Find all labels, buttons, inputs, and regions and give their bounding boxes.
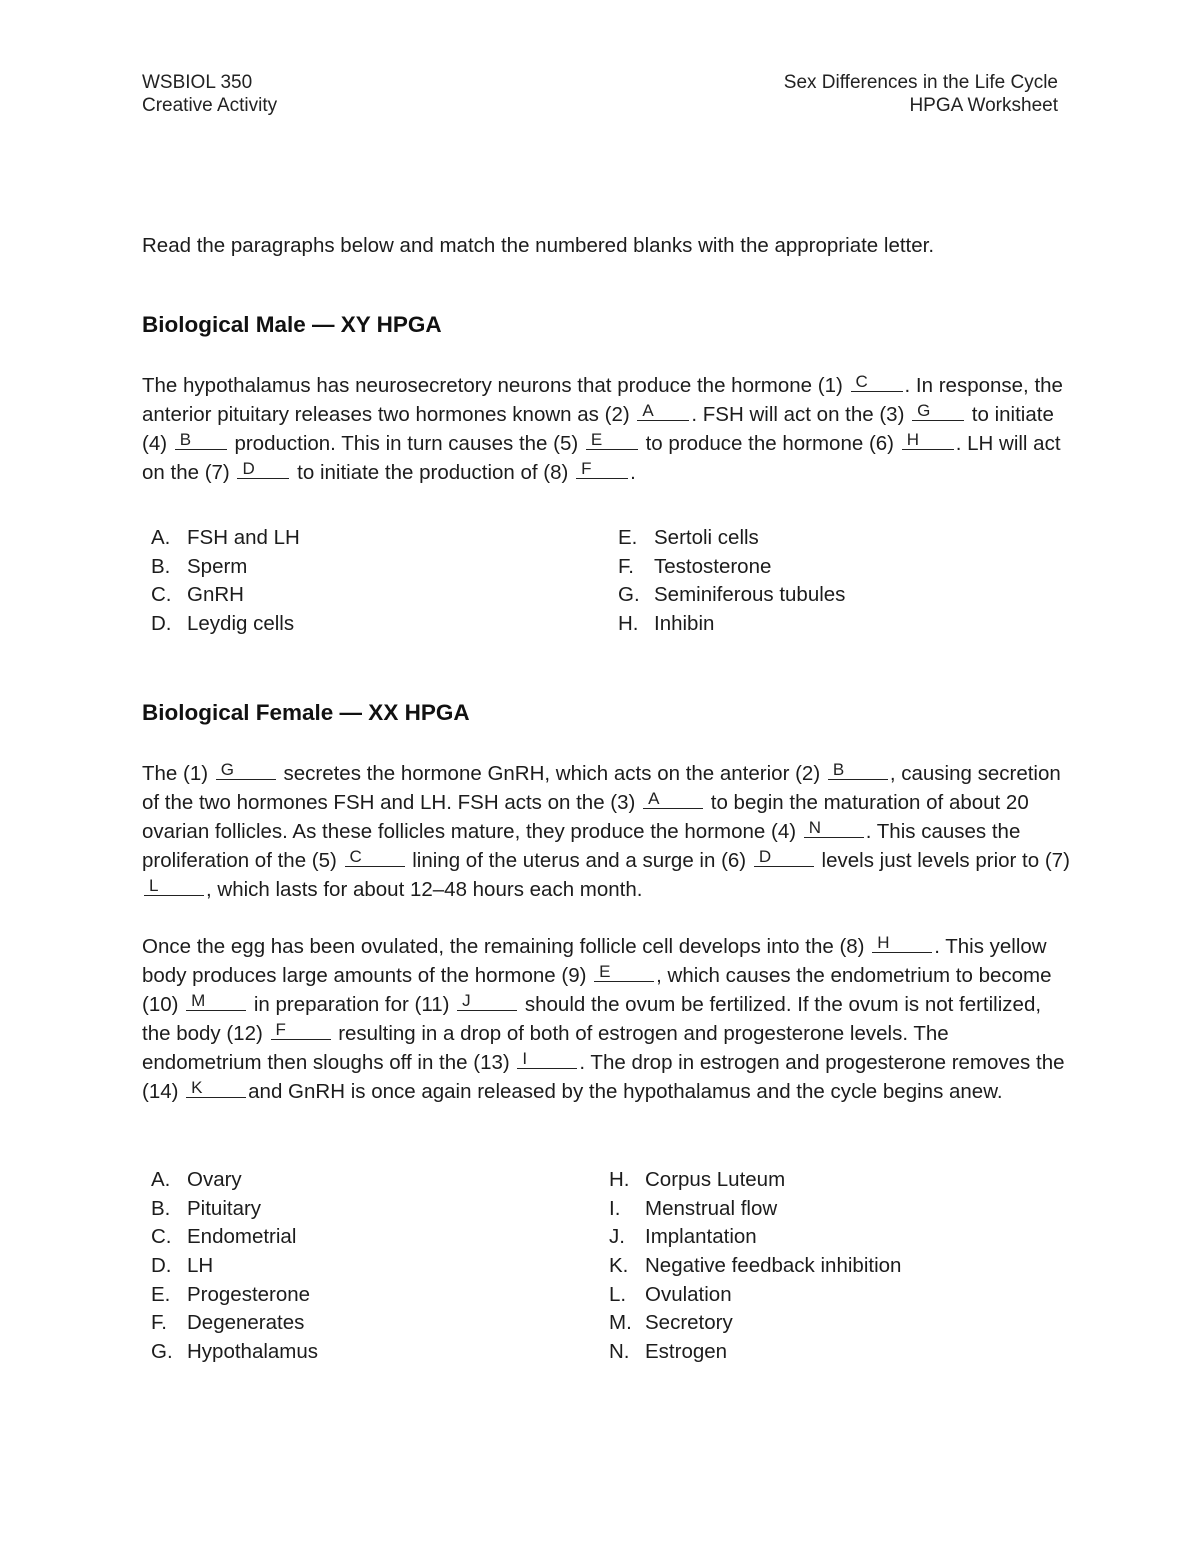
male-blank-3[interactable] <box>912 402 964 421</box>
answer: A <box>642 401 654 420</box>
male-blank-2[interactable] <box>637 402 689 421</box>
male-blank-8[interactable] <box>576 460 628 479</box>
instructions: Read the paragraphs below and match the numbered blanks with the appropriate letter. <box>142 234 935 257</box>
answer: H <box>877 933 890 952</box>
answer: B <box>179 430 192 449</box>
answer: B <box>832 760 845 779</box>
header-left <box>142 71 277 117</box>
male-blank-4[interactable] <box>175 431 227 450</box>
answer: G <box>917 401 931 420</box>
female-options-right <box>600 1166 901 1367</box>
option-item: A. FSH and LH <box>151 526 300 549</box>
answer: F <box>581 459 592 478</box>
male-blank-6[interactable] <box>902 431 954 450</box>
option-item: H. Inhibin <box>618 612 715 636</box>
male-paragraph: The hypothalamus has neurosecretory neurons that produce the hormone (1) C . In response, the anterior pituitary releases two hormones known as (2) A . FSH will act on the (3) G to initiate (4) B production. This in turn causes the (5) E to produce the hormone (6) H . LH will act on the (7) D to initiate the production of (8) F . <box>142 372 1063 484</box>
female-paragraph-1: The (1) G secretes the hormone GnRH, which acts on the anterior (2) B , causing secretion of the two hormones FSH and LH. FSH acts on the (3) A to begin the maturation of about 20 ovarian follicles. As these follicles mature, they produce the hormone (4) N . This causes the proliferation of the (5) C lining of the uterus and a surge in (6) D levels just levels prior to (7) L , which lasts for about 12–48 hours each month. <box>142 760 1070 901</box>
option-item: F. Testosterone <box>618 554 772 578</box>
male-options-left <box>142 524 300 639</box>
course-title: Sex Differences in the Life Cycle <box>783 72 1058 93</box>
female-blank-9[interactable] <box>594 963 654 982</box>
female-blank-8[interactable] <box>872 934 932 953</box>
female-blank-6[interactable] <box>754 848 814 867</box>
answer: C <box>349 847 362 866</box>
option-item: E. Sertoli cells <box>618 526 759 549</box>
answer: F <box>275 1020 286 1039</box>
female-blank-3[interactable] <box>643 790 703 809</box>
answer: C <box>855 372 868 391</box>
answer: I <box>522 1049 528 1068</box>
answer: L <box>149 876 159 895</box>
male-blank-1[interactable] <box>851 373 903 392</box>
female-blank-13[interactable] <box>517 1050 577 1069</box>
female-options-left <box>142 1166 318 1367</box>
female-blank-7[interactable] <box>144 877 204 896</box>
female-blank-12[interactable] <box>271 1021 331 1040</box>
answer: N <box>808 818 822 837</box>
answer: M <box>191 991 206 1010</box>
course-code: WSBIOL 350 <box>142 72 253 93</box>
male-options-right <box>609 524 845 639</box>
female-section-title: Biological Female — XX HPGA <box>142 700 470 725</box>
female-blank-4[interactable] <box>804 819 864 838</box>
option-item: H. Corpus Luteum <box>609 1168 786 1191</box>
option-item: N. Estrogen <box>609 1340 728 1364</box>
female-blank-1[interactable] <box>216 761 276 780</box>
answer: A <box>648 789 660 808</box>
answer: J <box>462 991 471 1010</box>
option-item: F. Degenerates <box>151 1311 305 1335</box>
female-blank-11[interactable] <box>457 992 517 1011</box>
option-item: L. Ovulation <box>609 1282 732 1306</box>
option-item: C. Endometrial <box>151 1225 297 1249</box>
option-item: G. Hypothalamus <box>151 1340 319 1364</box>
option-item: M. Secretory <box>609 1311 733 1335</box>
option-item: D. LH <box>151 1254 214 1278</box>
male-blank-7[interactable] <box>237 460 289 479</box>
activity-type: Creative Activity <box>142 95 278 116</box>
answer: E <box>599 962 611 981</box>
option-item: K. Negative feedback inhibition <box>609 1254 902 1278</box>
option-item: D. Leydig cells <box>151 612 295 636</box>
option-item: I. Menstrual flow <box>609 1196 778 1220</box>
option-item: G. Seminiferous tubules <box>618 583 846 607</box>
male-section-title: Biological Male — XY HPGA <box>142 312 442 337</box>
option-item: B. Pituitary <box>151 1196 262 1220</box>
option-item: B. Sperm <box>151 554 248 578</box>
female-blank-14[interactable] <box>186 1079 246 1098</box>
female-blank-10[interactable] <box>186 992 246 1011</box>
answer: G <box>220 760 235 779</box>
answer: D <box>242 459 255 478</box>
male-blank-5[interactable] <box>586 431 638 450</box>
answer: E <box>590 430 603 449</box>
female-paragraph-2: Once the egg has been ovulated, the remaining follicle cell develops into the (8) H . This yellow body produces large amounts of the hormone (9) E , which causes the endometrium to become (10) M in preparation for (11) J should the ovum be fertilized. If the ovum is not fertilized, the body (12) F resulting in a drop of both of estrogen and progesterone levels. The endometrium then sloughs off in the (13) I . The drop in estrogen and progesterone removes the (14) K and GnRH is once again released by the hypothalamus and the cycle begins anew. <box>142 933 1065 1103</box>
option-item: E. Progesterone <box>151 1282 311 1306</box>
header-right <box>784 71 1058 117</box>
female-blank-5[interactable] <box>345 848 405 867</box>
option-item: J. Implantation <box>609 1225 757 1249</box>
option-item: A. Ovary <box>151 1168 242 1191</box>
female-blank-2[interactable] <box>828 761 888 780</box>
answer: D <box>758 847 772 866</box>
option-item: C. GnRH <box>151 583 244 607</box>
answer: K <box>191 1078 203 1097</box>
worksheet-title: HPGA Worksheet <box>909 95 1058 116</box>
answer: H <box>906 430 919 449</box>
